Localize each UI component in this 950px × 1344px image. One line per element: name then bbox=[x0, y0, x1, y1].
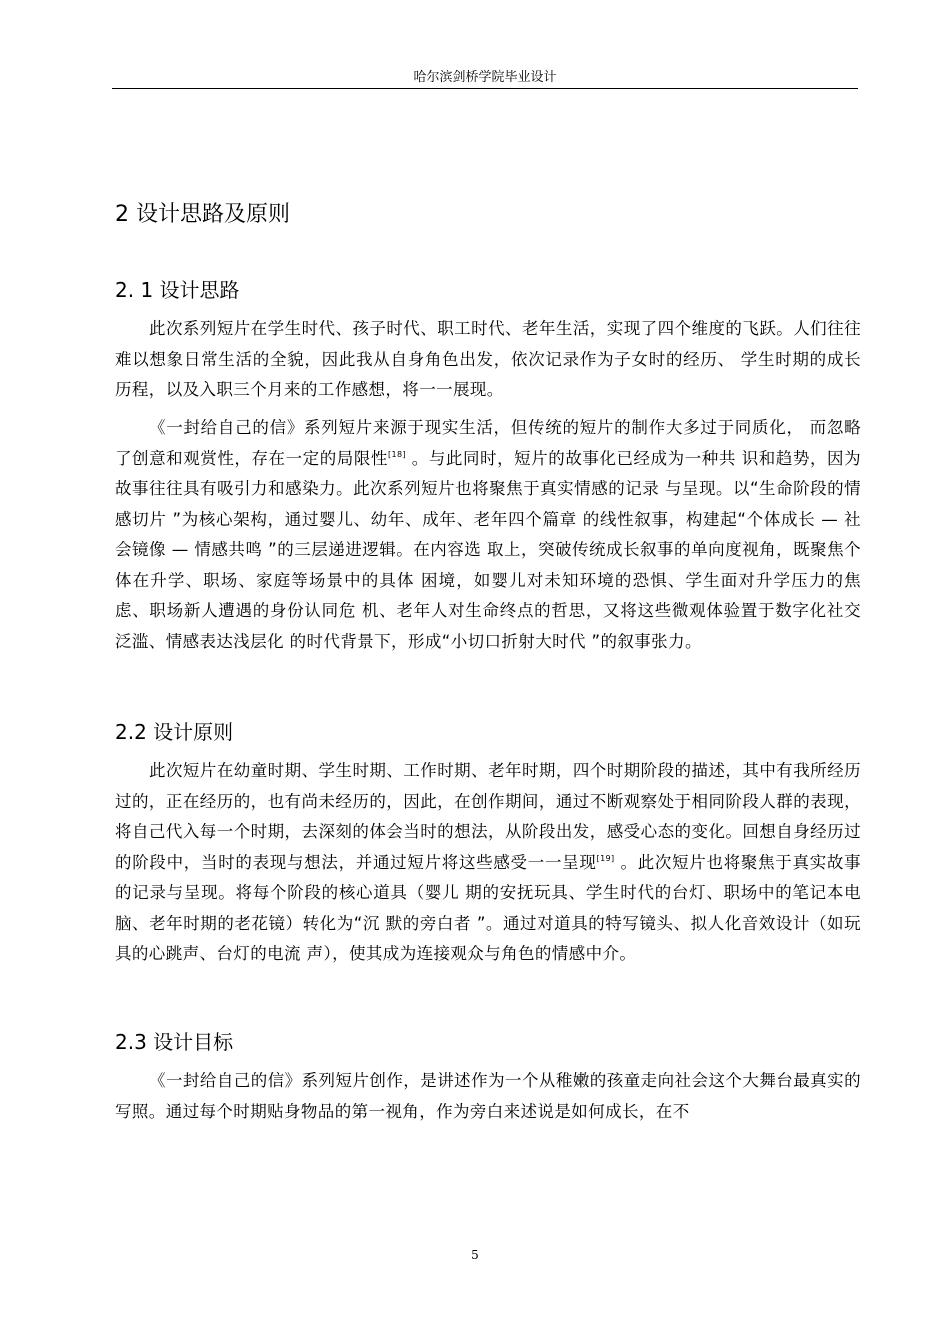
chapter-title: 2 设计思路及原则 bbox=[115, 202, 290, 227]
section-heading-2-1: 2. 1 设计思路 bbox=[115, 278, 240, 302]
paragraph: 《一封给自己的信》系列短片创作，是讲述作为一个从稚嫩的孩童走向社会这个大舞台最真实的写照。通过每个时期贴身物品的第一视角，作为旁白来述说是如何成长，在不 bbox=[115, 1071, 861, 1121]
page-header: 哈尔滨剑桥学院毕业设计 bbox=[413, 70, 557, 85]
paragraph: 此次系列短片在学生时代、孩子时代、职工时代、老年生活，实现了四个维度的飞跃。人们往往难以想象日常生活的全貌，因此我从自身角色出发，依次记录作为子女时的经历、 学生时期的成长历程，以及入职三个月来的工作感想，将一一展现。 bbox=[115, 319, 861, 399]
paragraph: 此次短片在幼童时期、学生时期、工作时期、老年时期，四个时期阶段的描述，其中有我所经历过的，正在经历的，也有尚未经历的，因此，在创作期间，通过不断观察处于相同阶段人群的表现，将自己代入每一个时期，去深刻的体会当时的想法，从阶段出发，感受心态的变化。回想自身经历过的阶段中，当时的表现与想法，并通过短片将这些感受一一呈现[19] 。此次短片也将聚焦于真实故事的记录与呈现。将每个阶段的核心道具（婴儿 期的安抚玩具、学生时代的台灯、职场中的笔记本电脑、老年时期的老花镜）转化为“沉 默的旁白者 ”。通过对道具的特写镜头、拟人化音效设计（如玩具的心跳声、台灯的电流 声），使其成为连接观众与角色的情感中介。 bbox=[115, 761, 861, 963]
page-number: 5 bbox=[471, 1248, 479, 1262]
citation-marker: [18] bbox=[387, 449, 406, 459]
section-heading-2-2: 2.2 设计原则 bbox=[115, 720, 234, 744]
citation-marker: [19] bbox=[596, 853, 615, 863]
paragraph: 《一封给自己的信》系列短片来源于现实生活，但传统的短片的制作大多过于同质化， 而忽略了创意和观赏性，存在一定的局限性[18] 。与此同时，短片的故事化已经成为一种共 识和趋势，因为故事往往具有吸引力和感染力。此次系列短片也将聚焦于真实情感的记录 与呈现。以“生命阶段的情感切片 ”为核心架构，通过婴儿、幼年、成年、老年四个篇章 的线性叙事，构建起“个体成长 — 社会镜像 — 情感共鸣 ”的三层递进逻辑。在内容选 取上，突破传统成长叙事的单向度视角，既聚焦个体在升学、职场、家庭等场景中的具体 困境，如婴儿对未知环境的恐惧、学生面对升学压力的焦虑、职场新人遭遇的身份认同危 机、老年人对生命终点的哲思，又将这些微观体验置于数字化社交泛滥、情感表达浅层化 的时代背景下，形成“小切口折射大时代 ”的叙事张力。 bbox=[115, 418, 861, 651]
header-divider bbox=[112, 88, 858, 89]
section-heading-2-3: 2.3 设计目标 bbox=[115, 1030, 234, 1054]
